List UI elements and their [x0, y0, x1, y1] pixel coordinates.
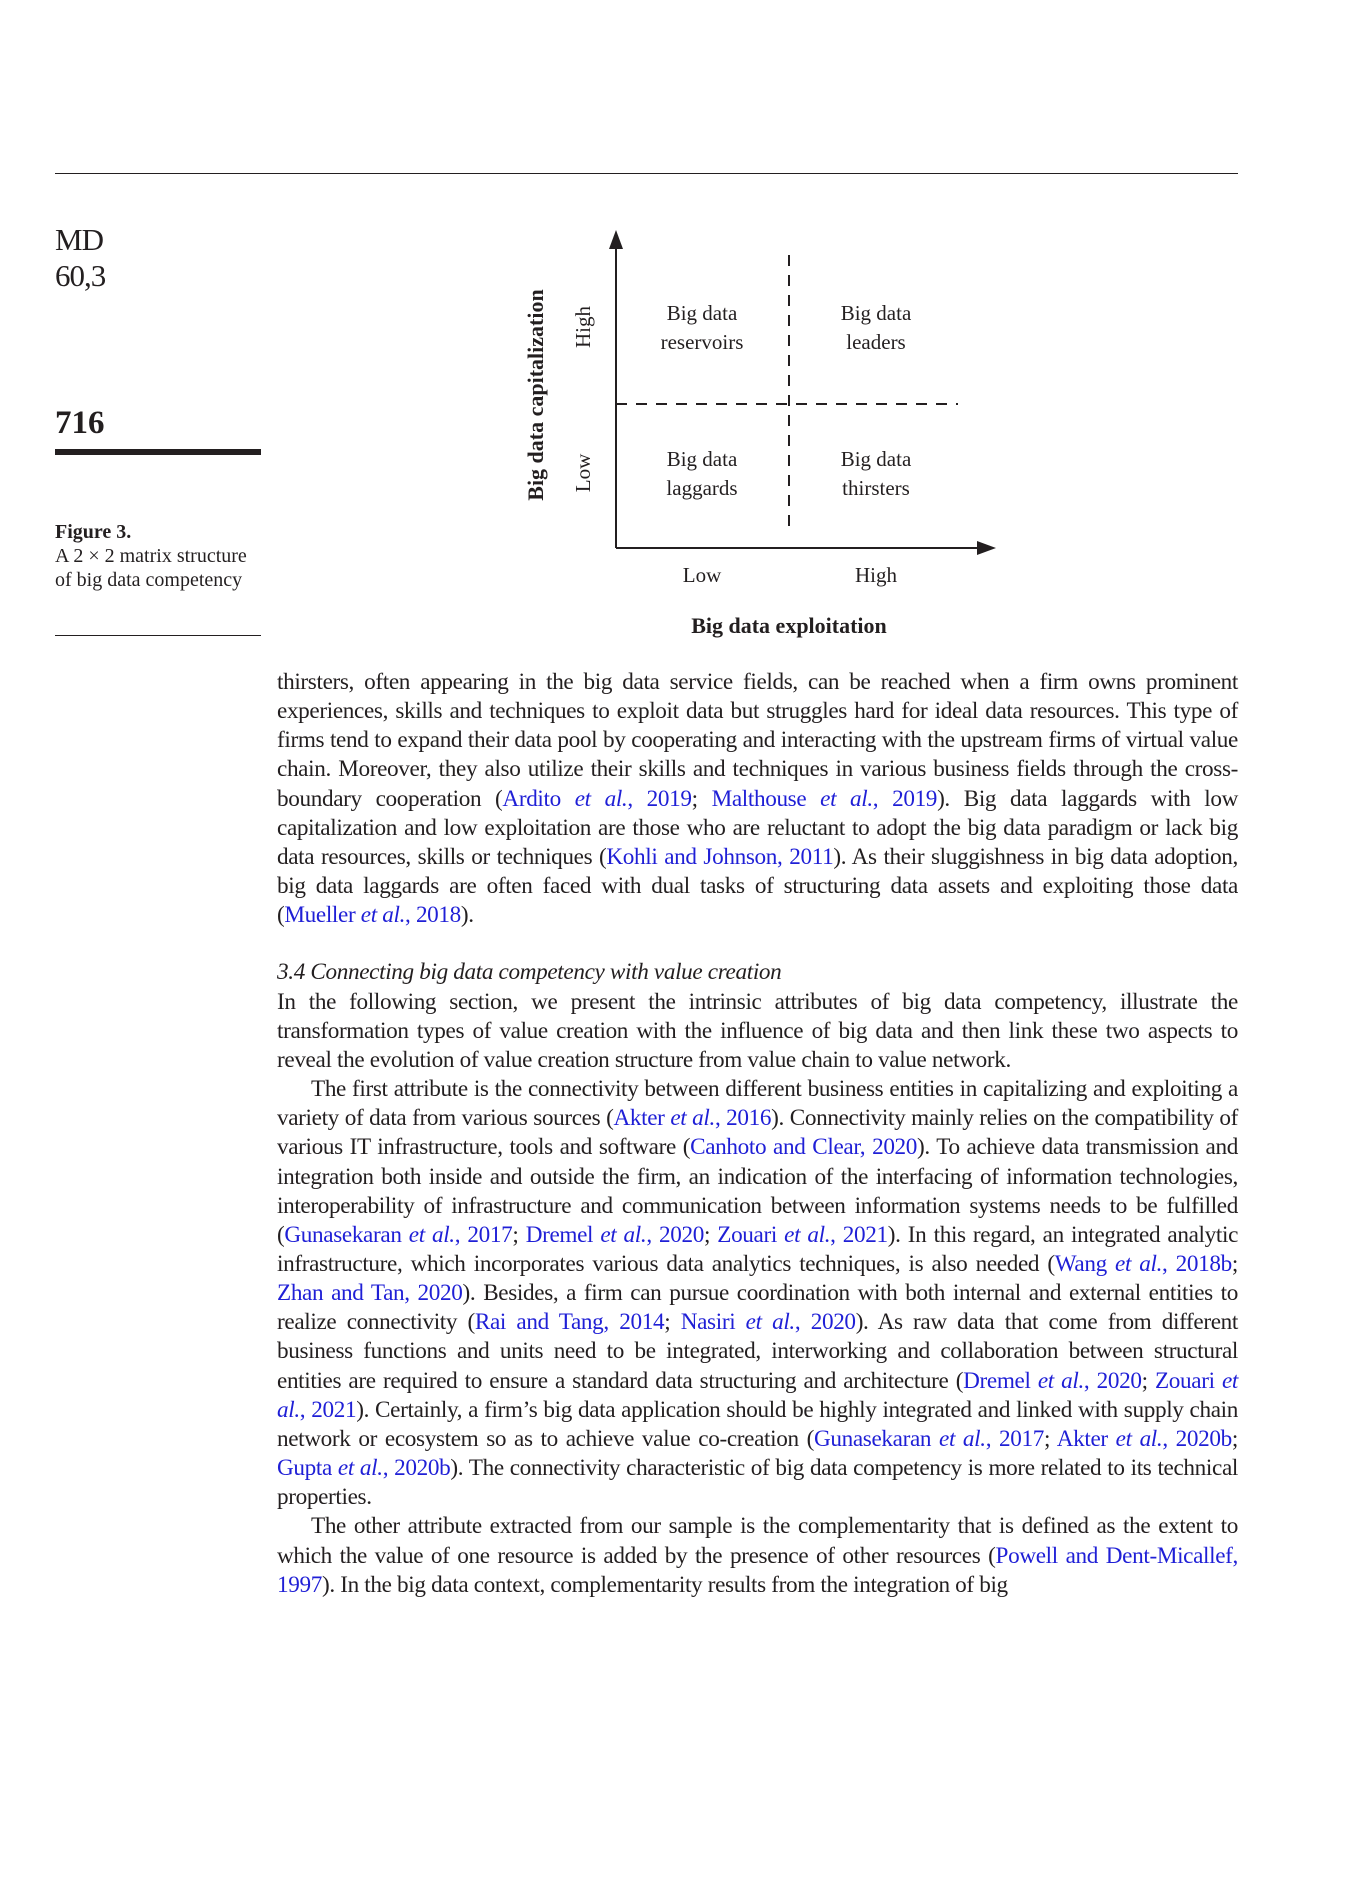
citation-link[interactable]: , 2019	[627, 785, 692, 812]
citation-link[interactable]: Gunasekaran	[813, 1425, 940, 1452]
section-heading: 3.4 Connecting big data competency with value creation	[277, 959, 782, 986]
quadrant-top-left-line2: reservoirs	[660, 330, 744, 354]
citation-link[interactable]: et al.	[337, 1455, 383, 1482]
citation-link[interactable]: Gunasekaran	[284, 1221, 409, 1248]
paragraph: The first attribute is the connectivity between different business entities in capitalizing and exploiting a variety of data from various sources (Akter et al., 2016). Connectivity mainly relies on the compatibility of various IT infrastructure, tools and software (Canhoto and Clear, 2020). To achieve data transmission and integration both inside and outside the firm, an indication of the interfacing of information technologies, interoperability of infrastructure and communication between information systems needs to be fulfilled (Gunasekaran et al., 2017; Dremel et al., 2020; Zouari et al., 2021). In this regard, an integrated analytic infrastructure, which incorporates various data analytics techniques, is also needed (Wang et al., 2018b; Zhan and Tan, 2020). Besides, a firm can pursue coordination with both internal and external entities to realize connectivity (Rai and Tang, 2014; Nasiri et al., 2020). As raw data that come from different business functions and units need to be integrated, interworking and collaboration between structural entities are required to ensure a standard data structuring and architecture (Dremel et al., 2020; Zouari et al., 2021). Certainly, a firm’s big data application should be highly integrated and linked with supply chain network or ecosystem so as to achieve value co-creation (Gunasekaran et al., 2017; Akter et al., 2020b; Gupta et al., 2020b). The connectivity characteristic of big data competency is more related to its technical properties.	[277, 1076, 1239, 1511]
y-axis-arrowhead	[609, 230, 623, 249]
citation-link[interactable]: , 2017	[454, 1221, 513, 1248]
figure-caption-text: A 2 × 2 matrix structure of big data competency	[55, 545, 247, 591]
citation-link[interactable]: Zouari	[717, 1221, 785, 1248]
x-tick-high: High	[855, 563, 897, 587]
citation-link[interactable]: Gupta	[277, 1455, 338, 1482]
matrix-diagram	[0, 0, 1371, 660]
citation-link[interactable]: et al.	[1037, 1367, 1084, 1394]
citation-link[interactable]: , 2021	[830, 1221, 888, 1248]
quadrant-bottom-right-line1: Big data	[840, 447, 912, 471]
citation-link[interactable]: et al.	[277, 1367, 1239, 1423]
citation-link[interactable]: , 2018b	[1162, 1250, 1232, 1277]
quadrant-top-left-line1: Big data	[666, 301, 738, 325]
citation-link[interactable]: et al.	[574, 785, 628, 812]
citation-link[interactable]: , 2019	[872, 785, 938, 812]
citation-link[interactable]: Kohli and Johnson, 2011	[606, 843, 834, 870]
citation-link[interactable]: Malthouse	[711, 785, 821, 812]
citation-link[interactable]: et al.	[600, 1221, 647, 1248]
x-tick-low: Low	[682, 563, 722, 587]
article-body	[277, 668, 1238, 1600]
citation-link[interactable]: Powell and Dent-Micallef, 1997	[277, 1542, 1239, 1598]
quadrant-bottom-left-line2: laggards	[666, 476, 738, 500]
x-axis-label: Big data exploitation	[691, 613, 887, 638]
citation-link[interactable]: Nasiri	[680, 1309, 746, 1336]
citation-link[interactable]: , 2021	[299, 1396, 357, 1423]
citation-link[interactable]: Wang	[1054, 1250, 1116, 1277]
citation-link[interactable]: , 2018	[405, 902, 461, 929]
citation-link[interactable]: , 2020	[1083, 1367, 1142, 1394]
citation-link[interactable]: et al.	[939, 1425, 986, 1452]
citation-link[interactable]: et al.	[408, 1221, 455, 1248]
citation-link[interactable]: Zhan and Tan, 2020	[277, 1280, 463, 1307]
citation-link[interactable]: Canhoto and Clear, 2020	[690, 1134, 918, 1161]
volume-issue: 60,3	[55, 258, 106, 293]
paragraph: In the following section, we present the intrinsic attributes of big data competency, illustrate the transformation types of value creation with the influence of big data and then link these two aspects to reveal the evolution of value creation structure from value chain to value network.	[277, 988, 1238, 1073]
citation-link[interactable]: Akter	[613, 1105, 671, 1132]
y-tick-low: Low	[571, 453, 595, 493]
citation-link[interactable]: , 2020b	[382, 1455, 451, 1482]
quadrant-bottom-right-line2: thirsters	[842, 476, 910, 500]
citation-link[interactable]: , 2017	[985, 1425, 1045, 1452]
citation-link[interactable]: Akter	[1056, 1425, 1116, 1452]
page-number: 716	[55, 405, 105, 441]
citation-link[interactable]: Dremel	[525, 1221, 601, 1248]
citation-link[interactable]: , 2020	[794, 1309, 856, 1336]
paragraph: thirsters, often appearing in the big data service fields, can be reached when a firm owns prominent experiences, skills and techniques to exploit data but struggles hard for ideal data resources. This type of firms tend to expand their data pool by cooperating and interacting with the upstream firms of virtual value chain. Moreover, they also utilize their skills and techniques in various business fields through the cross-boundary cooperation (Ardito et al., 2019; Malthouse et al., 2019). Big data laggards with low capitalization and low exploitation are those who are reluctant to adopt the big data paradigm or lack big data resources, skills or techniques (Kohli and Johnson, 2011). As their sluggishness in big data adoption, big data laggards are often faced with dual tasks of structuring data assets and exploiting those data (Mueller et al., 2018).	[277, 669, 1239, 929]
journal-name: MD	[55, 222, 103, 257]
figure-label: Figure 3.	[55, 521, 132, 543]
y-axis-label: Big data capitalization	[523, 289, 548, 501]
y-tick-high: High	[571, 306, 595, 348]
paragraph: The other attribute extracted from our sample is the complementarity that is defined as the extent to which the value of one resource is added by the presence of other resources (Powell and Dent-Micallef, 1997). In the big data context, complementarity results from the integration of big	[277, 1513, 1239, 1598]
citation-link[interactable]: et al.	[820, 785, 873, 812]
quadrant-top-right-line1: Big data	[840, 301, 912, 325]
quadrant-bottom-left-line1: Big data	[666, 447, 738, 471]
citation-link[interactable]: et al.	[1115, 1425, 1163, 1452]
citation-link[interactable]: , 2020	[646, 1221, 704, 1248]
citation-link[interactable]: Ardito	[502, 785, 575, 812]
citation-link[interactable]: Zouari	[1154, 1367, 1222, 1394]
citation-link[interactable]: Dremel	[963, 1367, 1038, 1394]
citation-link[interactable]: , 2016	[714, 1105, 772, 1132]
citation-link[interactable]: et al.	[1115, 1250, 1163, 1277]
citation-link[interactable]: et al.	[360, 902, 406, 929]
citation-link[interactable]: et al.	[670, 1105, 715, 1132]
quadrant-top-right-line2: leaders	[846, 330, 906, 354]
x-axis-arrowhead	[977, 541, 996, 555]
citation-link[interactable]: Rai and Tang, 2014	[474, 1309, 665, 1336]
citation-link[interactable]: , 2020b	[1162, 1425, 1232, 1452]
citation-link[interactable]: et al.	[784, 1221, 831, 1248]
citation-link[interactable]: et al.	[745, 1309, 795, 1336]
citation-link[interactable]: Mueller	[284, 902, 361, 929]
